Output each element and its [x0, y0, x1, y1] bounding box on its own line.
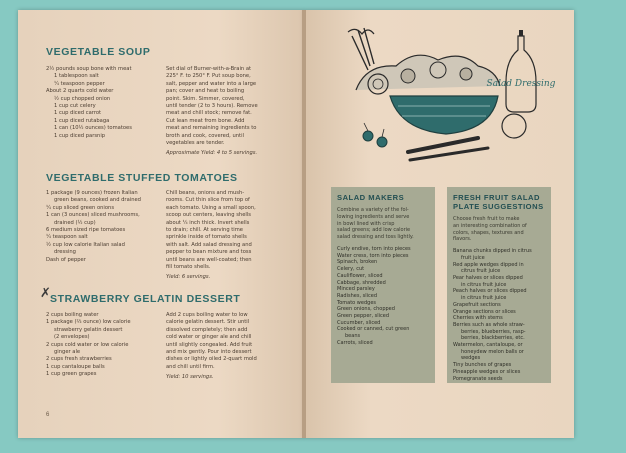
- dessert-title: STRAWBERRY GELATIN DESSERT: [50, 293, 241, 305]
- text-line: ¼ teaspoon pepper: [54, 80, 105, 87]
- text-line: scoop out centers, leaving shells: [166, 212, 251, 219]
- text-line: 2 cups boiling water: [46, 312, 99, 318]
- text-line: 1 cup cut celery: [54, 103, 96, 110]
- text-line: 6 medium sized ripe tomatoes: [46, 227, 126, 234]
- text-line: 2½ pounds soup bone with meat: [46, 66, 132, 72]
- text-line: in bowl lined with crisp: [337, 220, 395, 227]
- text-line: Banana chunks dipped in citrus: [453, 248, 532, 255]
- text-line: Grapefruit sections: [453, 301, 501, 308]
- text-line: berries, blueberries, rasp-: [461, 328, 526, 335]
- text-line: and mix gently. Pour into dessert: [166, 349, 252, 356]
- text-line: berries, blackberries, etc.: [461, 335, 525, 342]
- text-line: ¼ teaspoon salt: [46, 234, 88, 241]
- text-line: 1 cup diced parsnip: [54, 132, 106, 139]
- text-line: until beans are well-coated; then: [166, 256, 252, 263]
- text-line: About 2 quarts cold water: [46, 88, 114, 95]
- salad-makers-title: SALAD MAKERS: [337, 193, 405, 202]
- text-line: dishes or lightly oiled 2-quart mold: [166, 356, 257, 363]
- text-line: Spinach, broken: [337, 259, 378, 266]
- text-line: vegetables are tender.: [166, 140, 225, 147]
- text-line: in citrus fruit juice: [461, 281, 507, 288]
- text-line: lowing ingredients and serve: [337, 213, 410, 220]
- fruit-salad-title: FRESH FRUIT SALAD PLATE SUGGESTIONS: [453, 193, 544, 211]
- text-line: Pear halves or slices dipped: [453, 275, 523, 281]
- text-line: ½ cup low calorie Italian salad: [46, 241, 125, 248]
- text-line: Watermelon, cantaloupe, or: [453, 342, 523, 349]
- text-line: 1 cup green grapes: [46, 371, 97, 378]
- text-line: beans: [345, 333, 361, 340]
- text-line: calorie gelatin dessert. Stir until: [166, 319, 250, 326]
- text-line: 1 cup diced carrot: [54, 110, 102, 117]
- text-line: Cabbage, shredded: [337, 279, 386, 286]
- text-line: colors, shapes, textures and: [453, 229, 524, 236]
- tomatoes-title: VEGETABLE STUFFED TOMATOES: [46, 172, 238, 184]
- tomatoes-ingredients: [46, 190, 141, 264]
- text-line: Berries such as whole straw-: [453, 321, 525, 328]
- text-line: meat and chill stock; remove fat.: [166, 110, 252, 117]
- text-line: and chill until firm.: [166, 363, 215, 370]
- text-line: Cooked or canned, cut green: [337, 326, 410, 333]
- page-number: 6: [46, 412, 50, 418]
- dessert-directions: [166, 312, 257, 382]
- text-line: Chill beans, onions and mush-: [166, 190, 245, 196]
- text-line: Red apple wedges dipped in: [453, 261, 524, 268]
- text-line: Water cress, torn into pieces: [337, 252, 409, 259]
- text-line: with salt. Add salad dressing and: [166, 241, 252, 248]
- salad-makers-intro: [337, 207, 429, 241]
- text-line: strawberry gelatin dessert: [54, 326, 123, 333]
- text-line: fill tomato shells.: [166, 264, 211, 271]
- text-line: to drain; chill. At serving time: [166, 227, 243, 234]
- tomatoes-directions: [166, 190, 256, 282]
- recipe-yield: Approximate Yield: 4 to 5 servings.: [166, 150, 258, 157]
- text-line: ¼ cup sliced green onions: [46, 204, 115, 211]
- text-line: fruit juice: [461, 254, 485, 261]
- text-line: ginger ale: [54, 349, 81, 356]
- text-line: broth and cook, covered, until: [166, 132, 244, 139]
- text-line: 2 cups cold water or low calorie: [46, 341, 129, 348]
- text-line: 1 cup diced rutabaga: [54, 117, 110, 124]
- text-line: until tender (2 to 3 hours). Remove: [166, 103, 258, 110]
- text-line: pan; cover and heat to boiling: [166, 88, 245, 95]
- text-line: dissolved completely; then add: [166, 326, 248, 333]
- text-line: Orange sections or slices: [453, 308, 516, 315]
- text-line: Tomato wedges: [337, 299, 377, 306]
- text-line: in citrus fruit juice: [461, 295, 507, 302]
- text-line: Celery, cut: [337, 266, 365, 273]
- text-line: 1 tablespoon salt: [54, 73, 99, 80]
- handwritten-check-mark: ✗: [40, 286, 51, 301]
- text-line: Pomegranate seeds: [453, 375, 503, 382]
- text-line: an interesting combination of: [453, 222, 527, 229]
- soup-title: VEGETABLE SOUP: [46, 46, 151, 58]
- text-line: Cherries with stems: [453, 315, 503, 322]
- fruit-salad-intro: [453, 216, 545, 243]
- text-line: 1 can (10½ ounces) tomatoes: [54, 125, 132, 132]
- text-line: 1 can (3 ounces) sliced mushrooms,: [46, 212, 140, 219]
- text-line: salad dressing and toss lightly.: [337, 234, 414, 241]
- dessert-ingredients: [46, 312, 131, 379]
- text-line: Peach halves or slices dipped: [453, 288, 527, 295]
- text-line: Combine a variety of the fol-: [337, 207, 409, 213]
- text-line: Green onions, chopped: [337, 306, 395, 313]
- text-line: Green pepper, sliced: [337, 313, 390, 320]
- text-line: Cucumber, sliced: [337, 319, 381, 326]
- text-line: Dash of pepper: [46, 256, 86, 263]
- text-line: flavors.: [453, 236, 472, 243]
- text-line: rooms. Cut thin slice from top of: [166, 197, 250, 204]
- text-line: 1 package (9 ounces) frozen Italian: [46, 190, 138, 196]
- bottle-label: Salad Dressing: [486, 79, 556, 89]
- salad-bowl-illustration: [338, 26, 556, 174]
- text-line: pepper to bean mixture and toss: [166, 249, 252, 256]
- fruit-salad-list: [453, 248, 545, 382]
- text-line: Choose fresh fruit to make: [453, 216, 520, 222]
- text-line: Radishes, sliced: [337, 292, 378, 299]
- text-line: meat and remaining ingredients to: [166, 125, 257, 132]
- text-line: ½ cup chopped onion: [54, 95, 111, 102]
- text-line: 2 cups fresh strawberries: [46, 356, 112, 363]
- salad-makers-list: [337, 246, 429, 347]
- text-line: Tiny bunches of grapes: [453, 362, 512, 369]
- text-line: 225° F. to 250° F. Put soup bone,: [166, 73, 251, 80]
- book-spine: [302, 10, 306, 438]
- text-line: Curly endive, torn into pieces: [337, 245, 411, 252]
- text-line: Pineapple wedges or slices: [453, 368, 521, 375]
- text-line: wedges: [461, 355, 481, 362]
- text-line: Add 2 cups boiling water to low: [166, 312, 248, 318]
- text-line: honeydew melon balls or: [461, 348, 524, 355]
- text-line: Carrots, sliced: [337, 339, 373, 346]
- text-line: Minced parsley: [337, 286, 375, 293]
- text-line: until slightly congealed. Add fruit: [166, 341, 253, 348]
- salad-makers-box: [331, 187, 435, 383]
- recipe-yield: Yield: 10 servings.: [166, 374, 214, 381]
- text-line: (2 envelopes): [54, 334, 90, 341]
- soup-directions: [166, 66, 258, 158]
- text-line: Cut lean meat from bone. Add: [166, 117, 245, 124]
- text-line: point. Skim. Simmer, covered,: [166, 95, 245, 102]
- text-line: about ¼ inch thick. Invert shells: [166, 219, 250, 226]
- text-line: salad greens; add low calorie: [337, 227, 411, 234]
- text-line: cold water or ginger ale and chill: [166, 334, 252, 341]
- text-line: drained (½ cup): [54, 219, 96, 226]
- text-line: 1 package (⅔ ounce) low calorie: [46, 319, 131, 326]
- text-line: green beans, cooked and drained: [54, 197, 141, 204]
- text-line: sprinkle inside of tomato shells: [166, 234, 247, 241]
- text-line: 1 cup cantaloupe balls: [46, 363, 105, 370]
- text-line: each tomato. Using a small spoon,: [166, 204, 256, 211]
- soup-ingredients: [46, 66, 132, 140]
- text-line: dressing: [54, 249, 76, 256]
- recipe-yield: Yield: 6 servings.: [166, 274, 211, 281]
- fruit-salad-box: [447, 187, 551, 383]
- text-line: Cauliflower, sliced: [337, 272, 383, 279]
- text-line: citrus fruit juice: [461, 268, 501, 275]
- text-line: salt, pepper and water into a large: [166, 80, 257, 87]
- text-line: Set dial of Burner-with-a-Brain at: [166, 66, 252, 72]
